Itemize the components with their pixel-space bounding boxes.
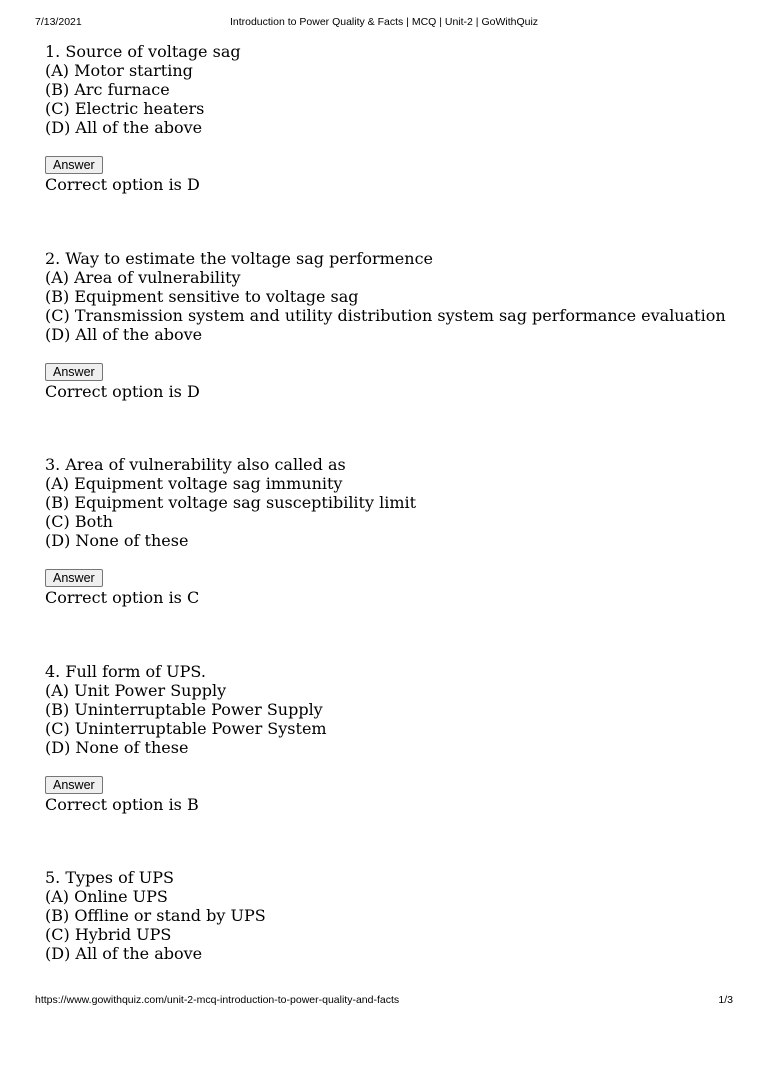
correct-answer-text: Correct option is D: [45, 381, 200, 401]
page-url: https://www.gowithquiz.com/unit-2-mcq-introduction-to-power-quality-and-facts: [35, 994, 400, 1006]
question-text: 3. Area of vulnerability also called as: [45, 455, 346, 474]
page-title: Introduction to Power Quality & Facts | MCQ | Unit-2 | GoWithQuiz: [229, 16, 539, 28]
correct-answer-text: Correct option is D: [45, 175, 200, 195]
question-text: 2. Way to estimate the voltage sag performence: [45, 248, 433, 268]
option-a: (A) Motor starting: [45, 61, 193, 81]
option-b: (B) Uninterruptable Power Supply: [45, 699, 323, 719]
page-number: 1/3: [718, 994, 733, 1006]
correct-answer-text: Correct option is C: [45, 588, 200, 608]
correct-answer-text: Correct option is B: [45, 794, 199, 814]
answer-button[interactable]: Answer: [45, 776, 103, 794]
option-c: (C) Both: [45, 512, 113, 532]
question-block: [45, 249, 745, 456]
option-b: (B) Offline or stand by UPS: [45, 906, 266, 926]
answer-button[interactable]: Answer: [45, 363, 103, 381]
question-block: [45, 42, 745, 249]
option-c: (C) Hybrid UPS: [45, 925, 172, 945]
option-c: (C) Transmission system and utility distribution system sag performance evaluation: [45, 305, 726, 325]
answer-button[interactable]: Answer: [45, 156, 103, 174]
question-text: 5. Types of UPS: [45, 868, 174, 887]
option-c: (C) Uninterruptable Power System: [45, 718, 327, 738]
print-header: [0, 16, 768, 30]
question-text: 1. Source of voltage sag: [45, 42, 241, 61]
quiz-content: [45, 42, 745, 1075]
question-block: [45, 662, 745, 869]
answer-button[interactable]: Answer: [45, 569, 103, 587]
option-b: (B) Arc furnace: [45, 80, 170, 100]
option-a: (A) Unit Power Supply: [45, 680, 227, 700]
question-text: 4. Full form of UPS.: [45, 661, 206, 681]
option-d: (D) All of the above: [45, 944, 203, 964]
option-a: (A) Online UPS: [45, 887, 168, 907]
question-block: [45, 455, 745, 662]
option-c: (C) Electric heaters: [45, 99, 205, 119]
option-d: (D) None of these: [45, 737, 189, 757]
print-date: 7/13/2021: [35, 16, 82, 28]
option-d: (D) None of these: [45, 531, 189, 551]
option-b: (B) Equipment sensitive to voltage sag: [45, 286, 359, 306]
print-footer: [0, 994, 768, 1008]
option-a: (A) Equipment voltage sag immunity: [45, 474, 343, 494]
option-b: (B) Equipment voltage sag susceptibility limit: [45, 493, 417, 513]
option-d: (D) All of the above: [45, 324, 203, 344]
option-a: (A) Area of vulnerability: [45, 267, 241, 287]
option-d: (D) All of the above: [45, 118, 203, 138]
question-block: [45, 868, 745, 1075]
